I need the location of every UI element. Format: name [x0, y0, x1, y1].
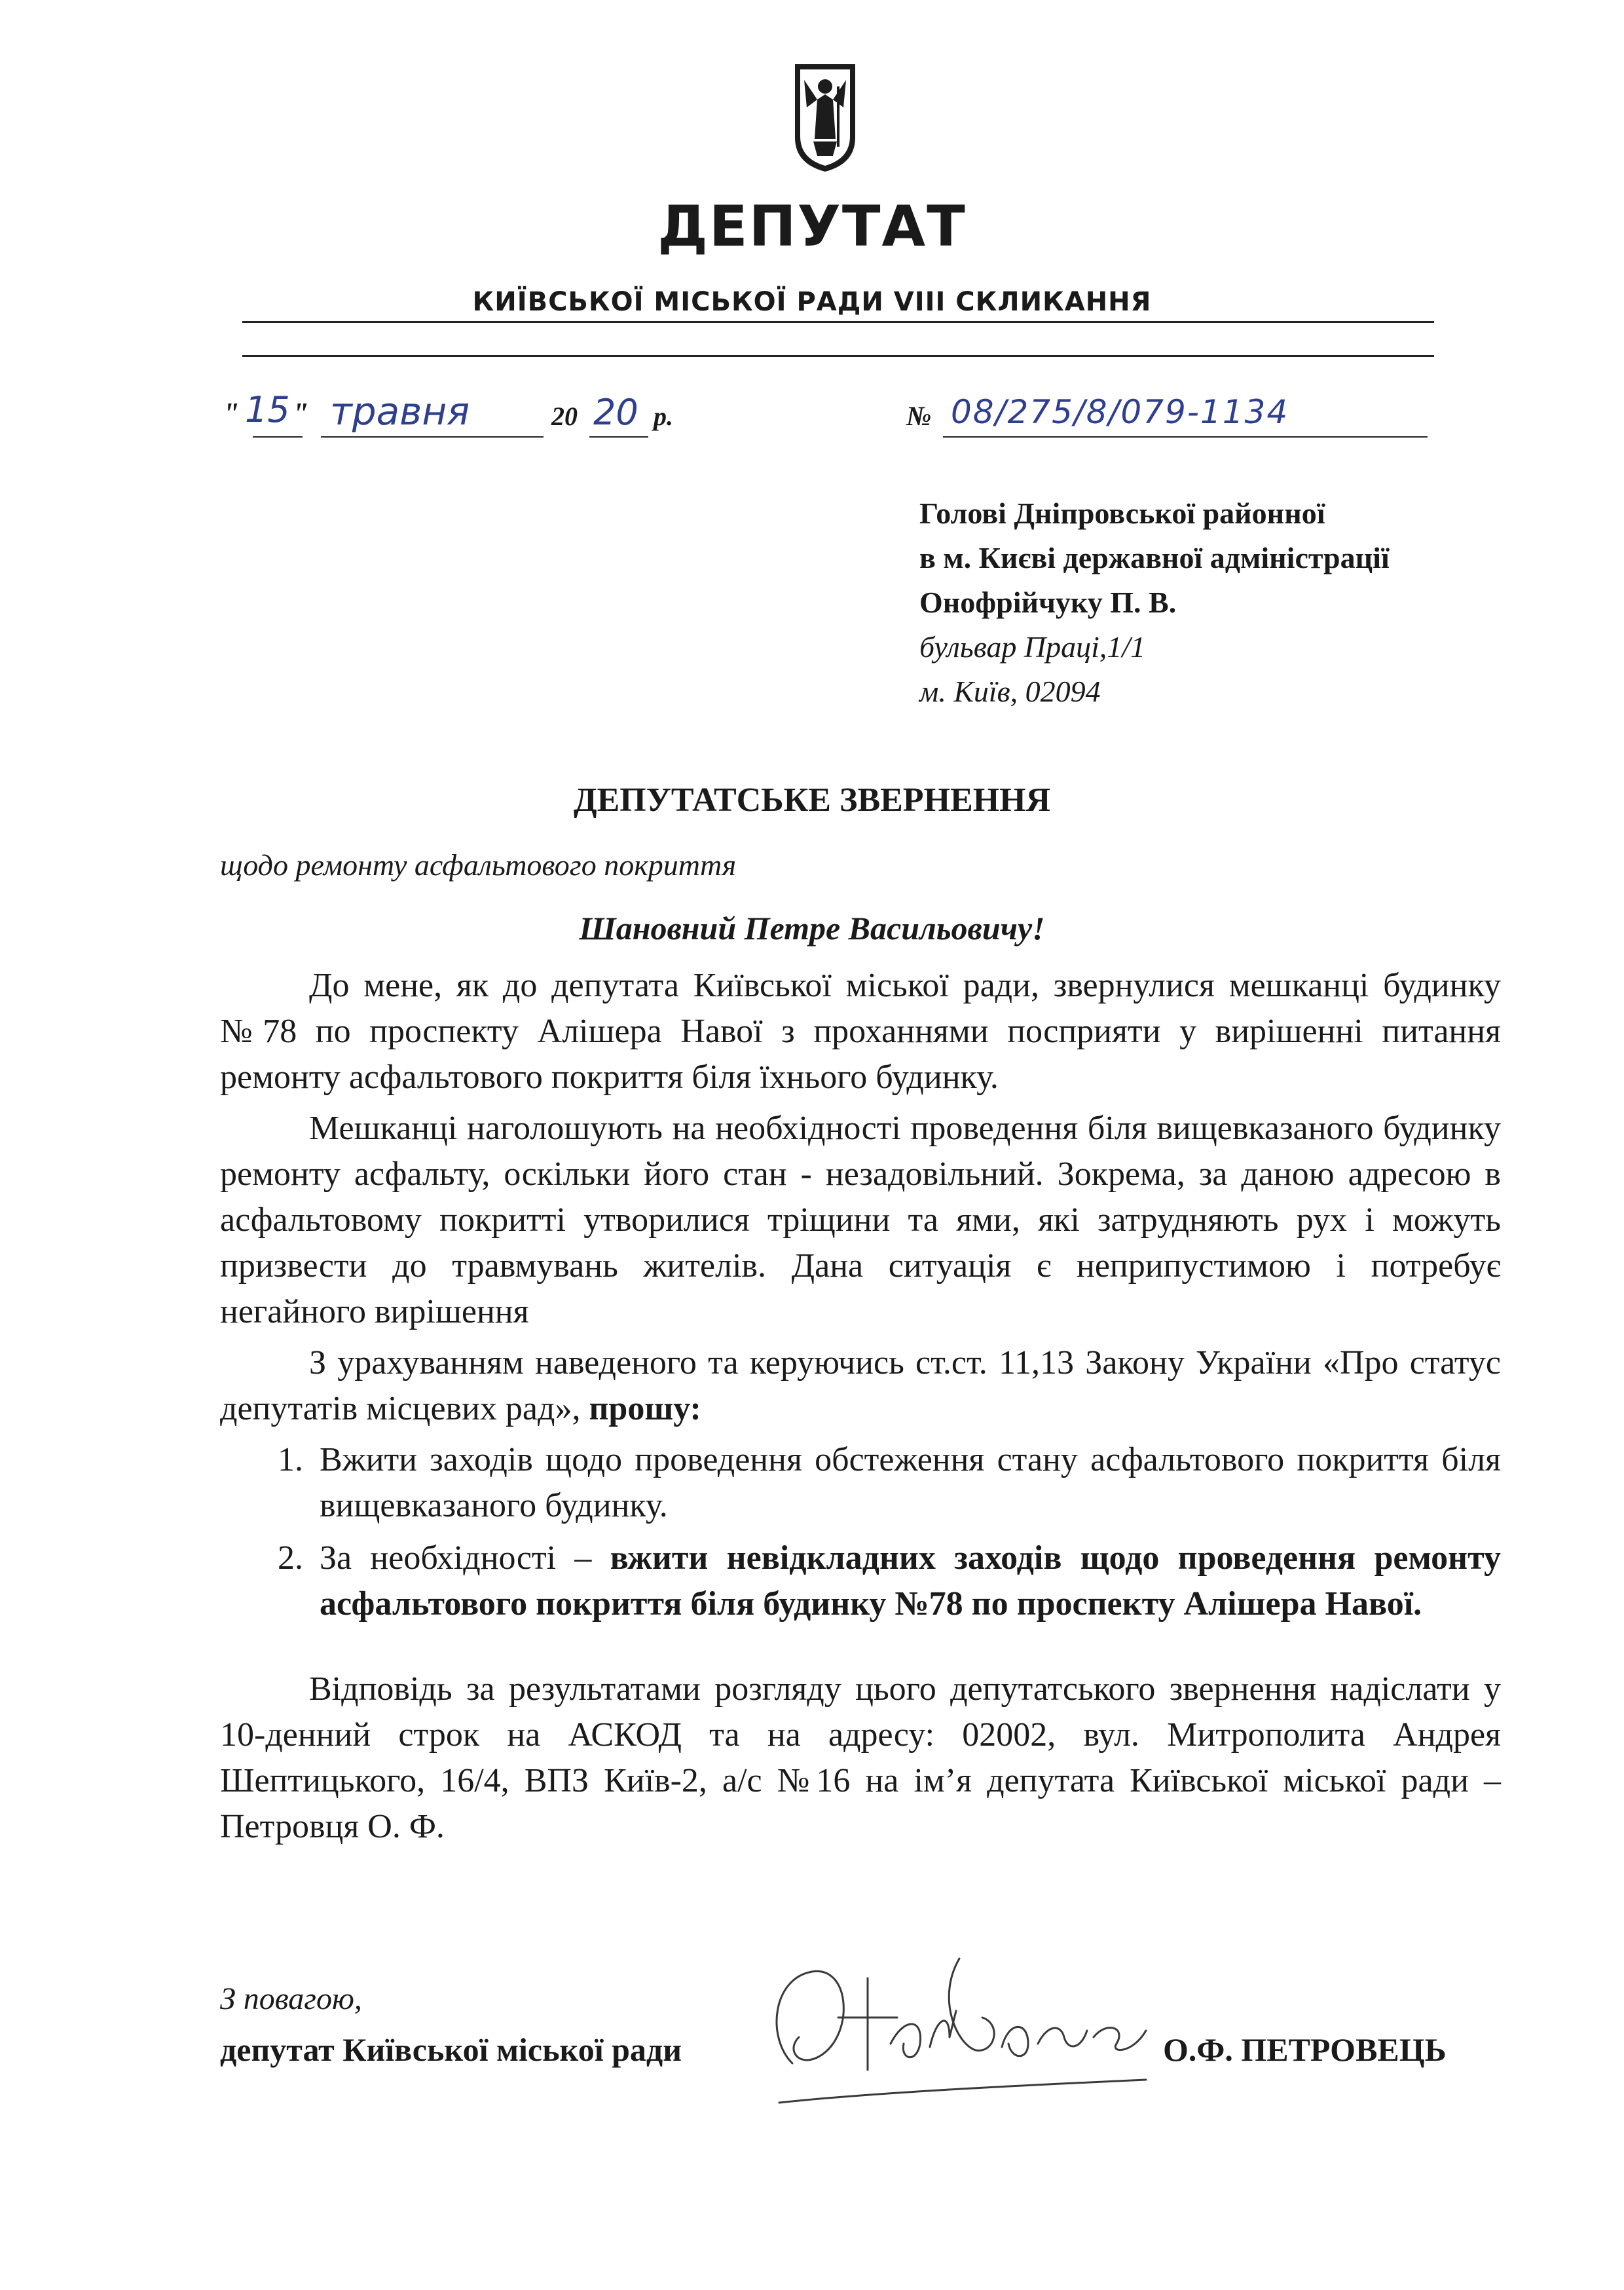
- date-year-mark: р.: [654, 402, 673, 431]
- date-year-suffix: 20: [593, 392, 638, 433]
- addressee-line-2: в м. Києві державної адміністрації: [919, 541, 1390, 574]
- salutation: Шановний Петре Васильовичу!: [579, 910, 1045, 947]
- reference-underline: [943, 436, 1428, 438]
- header-divider-top: [242, 321, 1434, 323]
- request-list: [220, 1437, 1501, 1627]
- addressee-name: Онофрійчуку П. В.: [919, 586, 1177, 619]
- header-divider-bottom: [242, 355, 1434, 357]
- signature-polite: З повагою,: [220, 1981, 362, 2016]
- request-item-2-text: За необхідності –: [320, 1539, 592, 1577]
- body-paragraph-4: Відповідь за результатами розгляду цього депутатського звернення надіслати у 10-денний строк на АСКОД та на адресу: 02002, вул. Митрополита Андрея Шептицького, 16/4, ВПЗ Київ-2, а/с №16 на ім’я депутата Київської міської ради – Петровця О. Ф.: [220, 1670, 1501, 1845]
- body-paragraph-3-text: З урахуванням наведеного та керуючись ст.ст. 11,13 Закону України «Про статус депутатів місцевих рад»,: [220, 1344, 1501, 1427]
- paragraph-spacer: [220, 1634, 1501, 1666]
- letter-body: [220, 963, 1501, 1855]
- body-paragraph-1: До мене, як до депутата Київської міської ради, звернулися мешканці будинку №78 по проспекту Алішера Навої з проханнями посприяти у вирішенні питання ремонту асфальтового покриття біля їхнього будинку.: [220, 967, 1501, 1096]
- date-month-underline: [321, 436, 544, 438]
- addressee-street: бульвар Праці,1/1: [919, 630, 1146, 664]
- body-paragraph-2: Мешканці наголошують на необхідності проведення біля вищевказаного будинку ремонту асфальту, оскільки його стан - незадовільний. Зокрема, за даною адресою в асфальтовому покритті утворилися тріщини та ями, які затрудняють рух і можуть призвести до травмувань жителів. Дана ситуація є неприпустимою і потребує негайного вирішення: [220, 1110, 1501, 1330]
- signature-role: депутат Київської міської ради: [220, 2031, 682, 2068]
- signature-name: О.Ф. ПЕТРОВЕЦЬ: [1163, 2031, 1447, 2068]
- date-quote-open: ": [223, 396, 240, 430]
- date-year-prefix: 20: [551, 402, 578, 431]
- request-keyword: прошу:: [589, 1390, 701, 1427]
- kyiv-coat-of-arms-icon: [791, 60, 859, 174]
- reference-number: 08/275/8/079-1134: [951, 393, 1289, 431]
- document-subject: щодо ремонту асфальтового покриття: [220, 848, 737, 882]
- request-item-2: [312, 1535, 1501, 1627]
- document-title: ДЕПУТАТСЬКЕ ЗВЕРНЕННЯ: [573, 781, 1051, 819]
- header-title: ДЕПУТАТ: [657, 194, 967, 259]
- addressee-line-1: Голові Дніпровської районної: [919, 497, 1325, 530]
- date-year-underline: [589, 436, 648, 438]
- header-subtitle: КИЇВСЬКОЇ МІСЬКОЇ РАДИ VIII СКЛИКАННЯ: [472, 287, 1152, 317]
- date-day-underline: [253, 436, 303, 438]
- request-item-2-emphasis: вжити невідкладних заходів щодо проведення ремонту асфальтового покриття біля будинку №78 по проспекту Алішера Навої.: [320, 1539, 1501, 1623]
- body-paragraph-3: [220, 1340, 1501, 1432]
- date-quote-close: ": [292, 396, 309, 430]
- addressee-block: [919, 491, 1390, 714]
- reference-prefix: №: [906, 402, 932, 432]
- date-day: 15: [245, 389, 290, 430]
- handwritten-signature: [740, 1939, 1172, 2129]
- request-item-1: 1. Вжити заходів щодо проведення обстеження стану асфальтового покриття біля вищевказаного будинку.: [312, 1437, 1501, 1529]
- addressee-city: м. Київ, 02094: [919, 675, 1101, 708]
- date-month: травня: [330, 389, 470, 434]
